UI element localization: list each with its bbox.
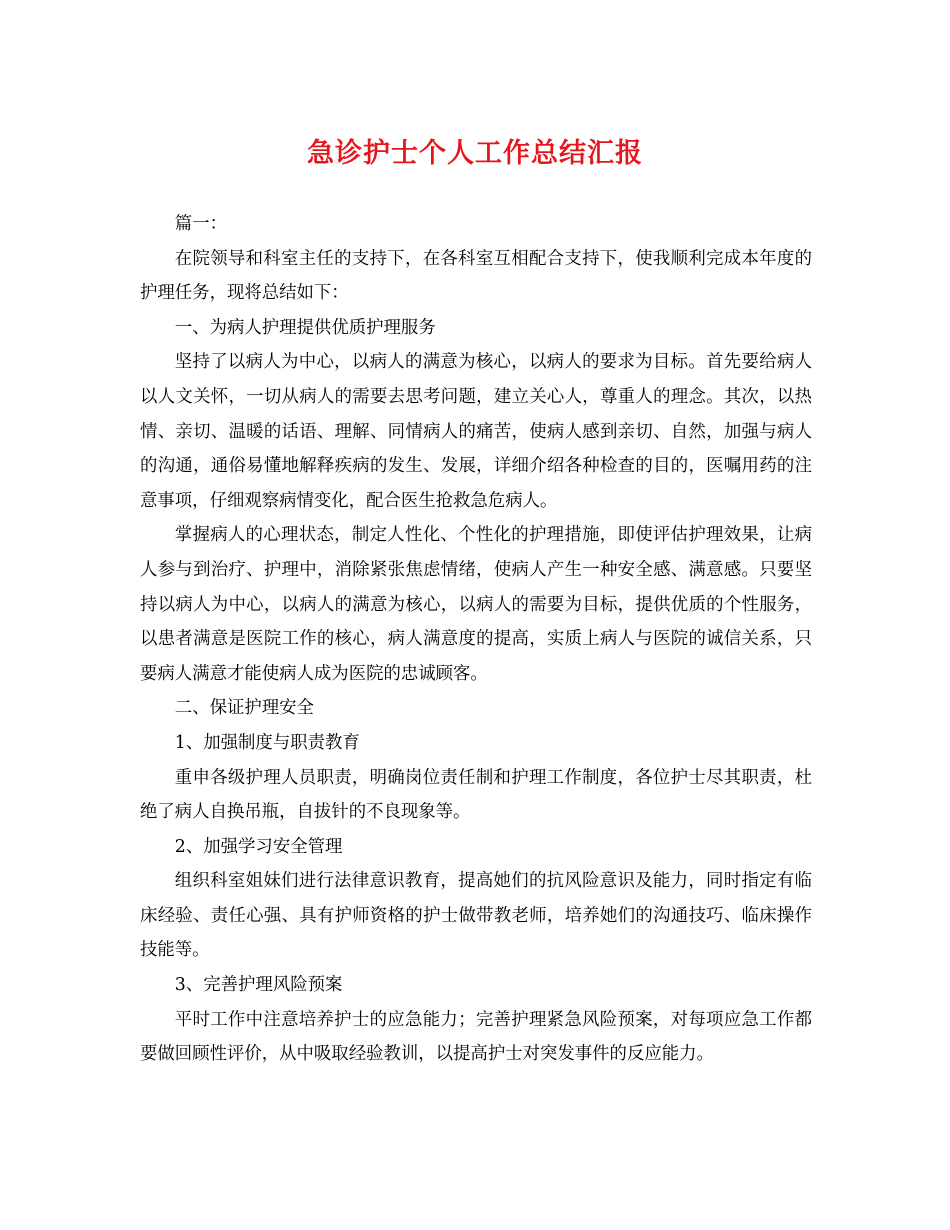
subheading-risk-plan: 3、完善护理风险预案: [174, 975, 343, 996]
paragraph-legal-education: 组织科室姐妹们进行法律意识教育，提高她们的抗风险意识及能力，同时指定有临床经验、责任心强、具有护师资格的护士做带教老师，培养她们的沟通技巧、临床操作技能等。: [140, 871, 812, 961]
paragraph-psychology: 掌握病人的心理状态，制定人性化、个性化的护理措施，即使评估护理效果，让病人参与到治疗、护理中，消除紧张焦虑情绪，使病人产生一种安全感、满意感。只要坚持以病人为中心，以病人的满意为核心，以病人的需要为目标，提供优质的个性服务，以患者满意是医院工作的核心，病人满意度的提高，实质上病人与医院的诚信关系，只要病人满意才能使病人成为医院的忠诚顾客。: [140, 525, 812, 684]
heading-nursing-safety: 二、保证护理安全: [174, 698, 314, 719]
document-title: 急诊护士个人工作总结汇报: [307, 138, 643, 169]
section-label: 篇一：: [174, 214, 227, 234]
subheading-duty-education: 1、加强制度与职责教育: [174, 732, 360, 753]
intro-paragraph: 在院领导和科室主任的支持下，在各科室互相配合支持下，使我顺利完成本年度的护理任务，现将总结如下：: [140, 248, 812, 304]
paragraph-patient-centered: 坚持了以病人为中心，以病人的满意为核心，以病人的要求为目标。首先要给病人以人文关怀，一切从病人的需要去思考问题，建立关心人，尊重人的理念。其次，以热情、亲切、温暖的话语、理解、同情病人的痛苦，使病人感到亲切、自然，加强与病人的沟通，通俗易懂地解释疾病的发生、发展，详细介绍各种检查的目的，医嘱用药的注意事项，仔细观察病情变化，配合医生抢救急危病人。: [140, 352, 812, 511]
document-body: [140, 207, 812, 1072]
subheading-safety-management: 2、加强学习安全管理: [174, 836, 343, 857]
heading-quality-service: 一、为病人护理提供优质护理服务: [174, 317, 436, 338]
paragraph-duties: 重申各级护理人员职责，明确岗位责任制和护理工作制度，各位护士尽其职责，杜绝了病人自换吊瓶，自拔针的不良现象等。: [140, 767, 812, 823]
paragraph-emergency-ability: 平时工作中注意培养护士的应急能力；完善护理紧急风险预案，对每项应急工作都要做回顾性评价，从中吸取经验教训，以提高护士对突发事件的反应能力。: [140, 1009, 812, 1065]
